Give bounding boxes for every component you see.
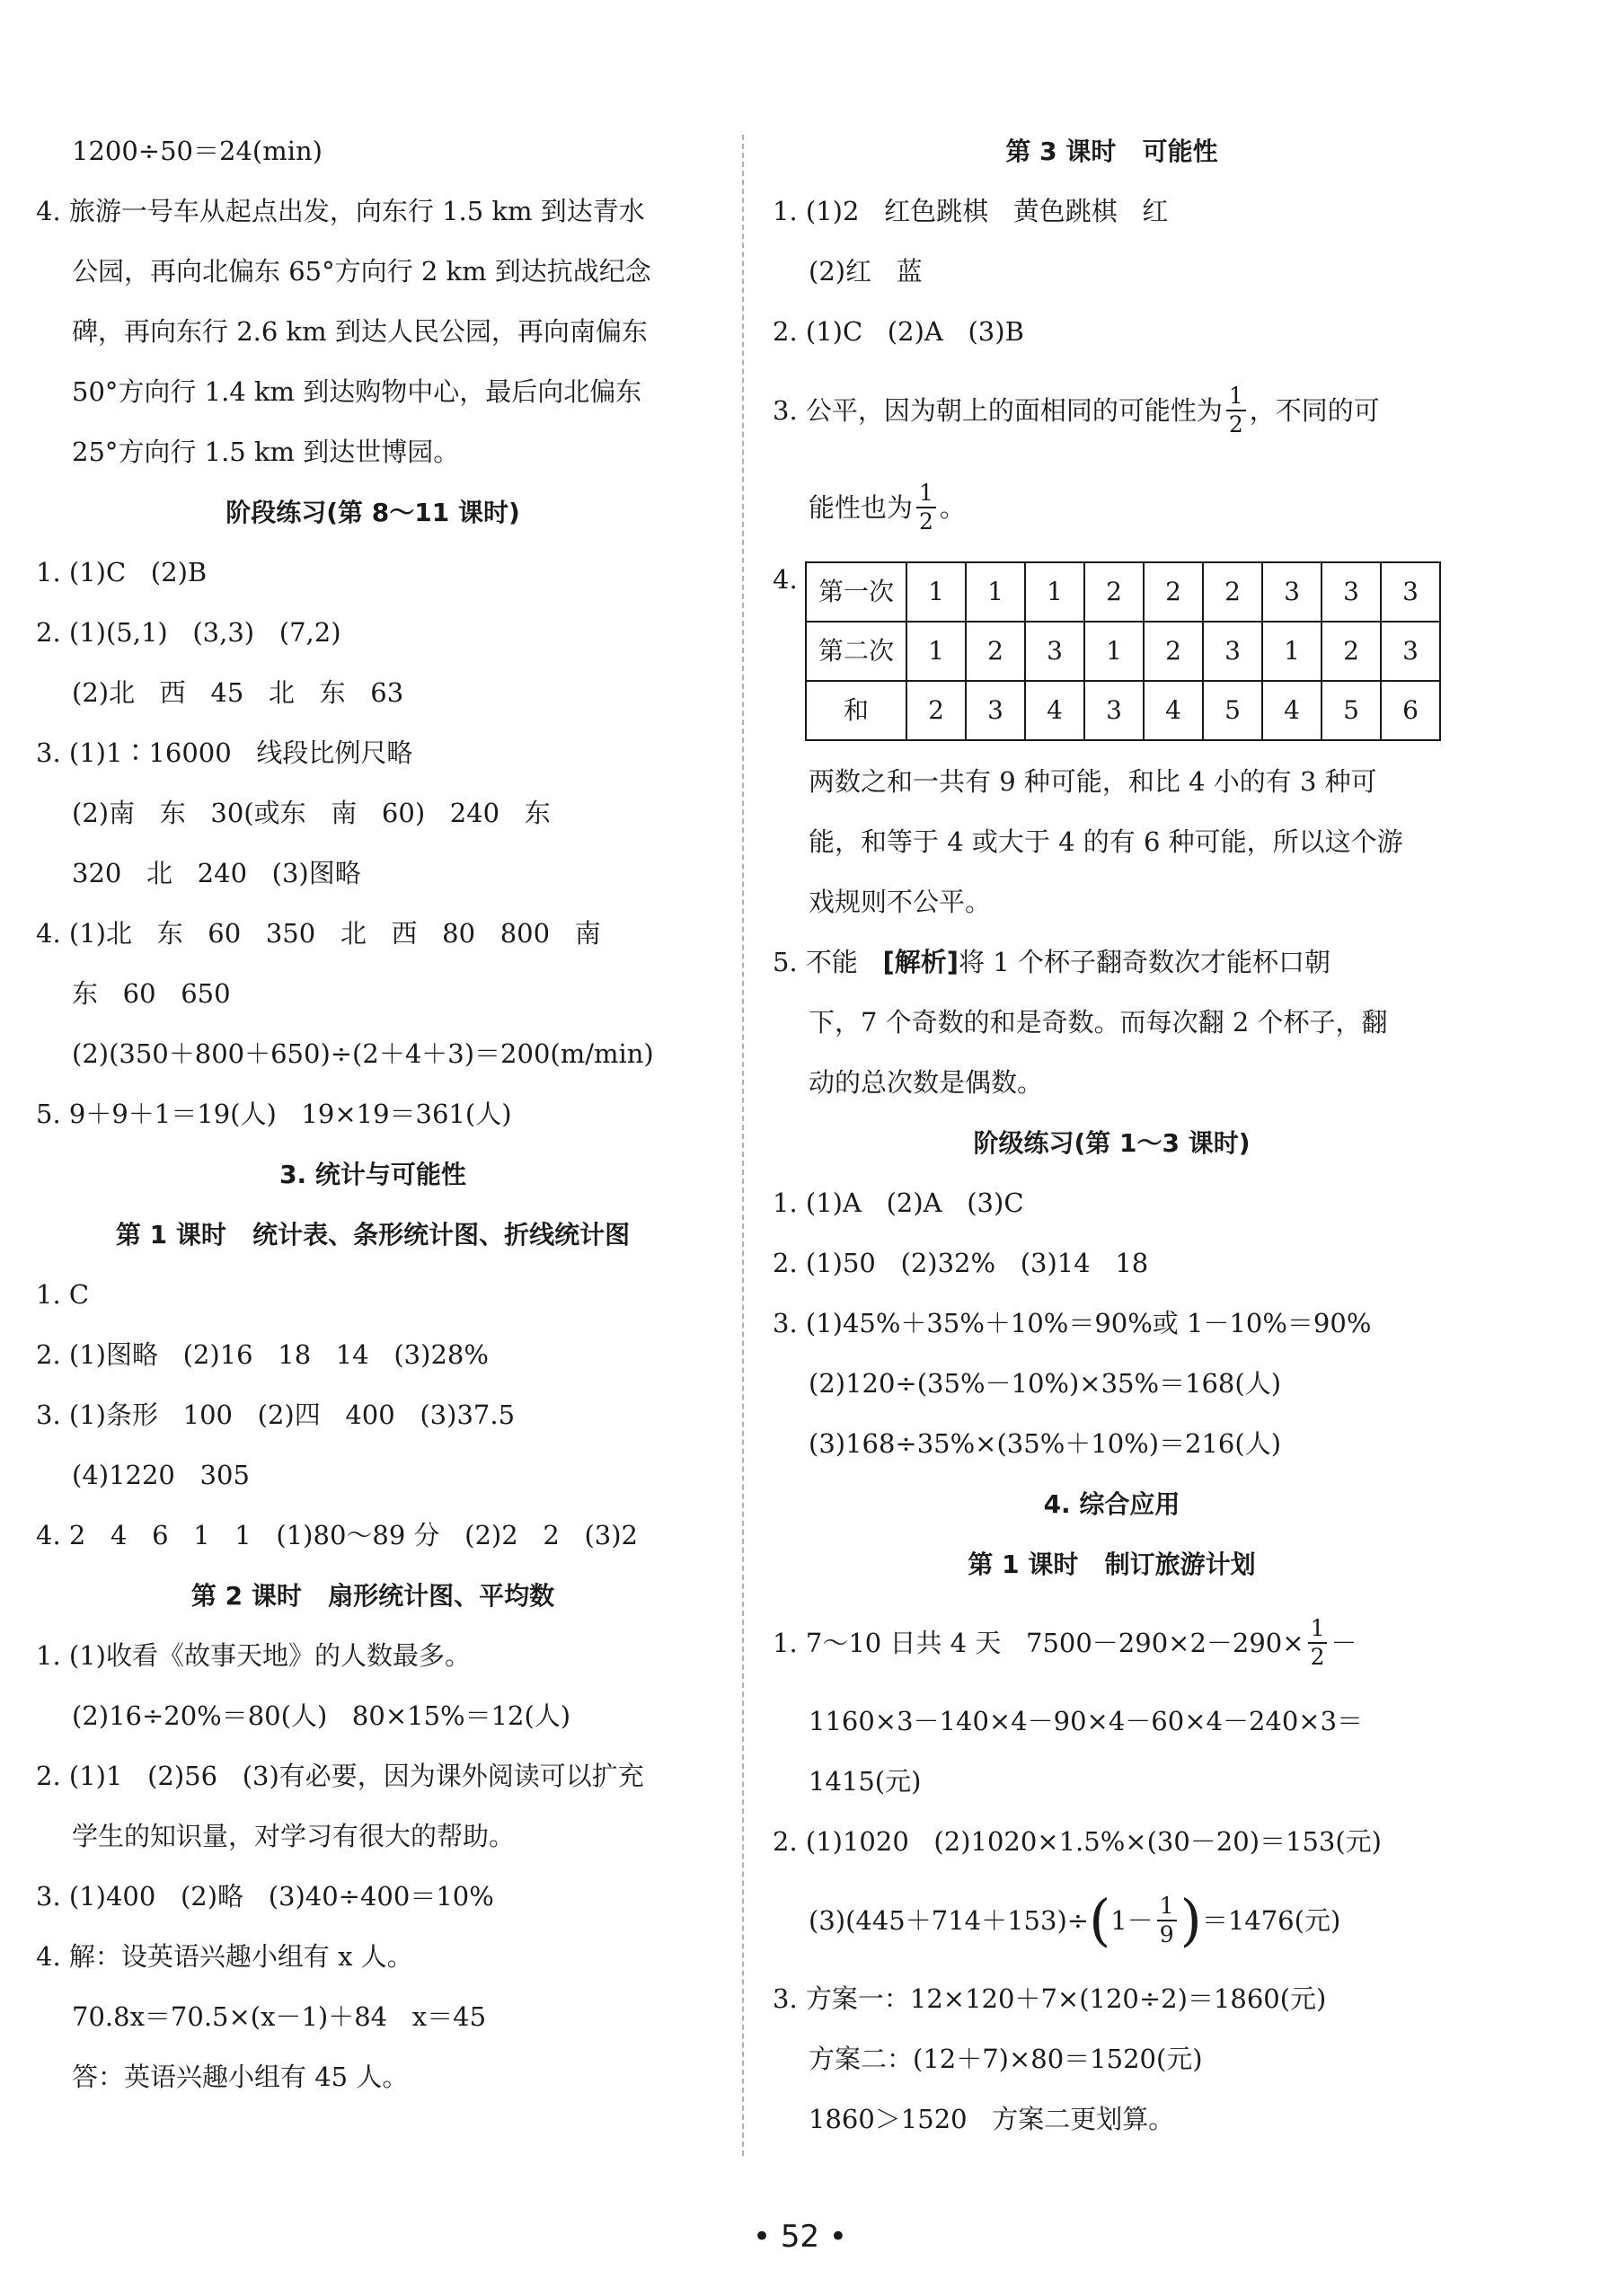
column-divider	[742, 135, 744, 2156]
right-column	[773, 121, 1451, 2150]
page-number: • 52 •	[753, 2219, 847, 2255]
answer-line: 320 北 240 (3)图略	[72, 858, 361, 888]
dice-sum-table-block	[773, 561, 1451, 752]
cell: 2	[966, 622, 1025, 681]
numerator: 1	[1308, 1615, 1328, 1644]
answer-line: 答：英语兴趣小组有 45 人。	[72, 2062, 409, 2092]
answer-line: 学生的知识量，对学习有很大的帮助。	[72, 1821, 516, 1851]
row-label: 第一次	[806, 562, 906, 622]
answer-line: 70.8x＝70.5×(x－1)＋84 x＝45	[72, 2001, 487, 2032]
answer-line: (2)120÷(35%－10%)×35%＝168(人)	[809, 1368, 1282, 1399]
text: 3. 公平，因为朝上的面相同的可能性为	[773, 394, 1223, 426]
answer-line: 3. (1)条形 100 (2)四 400 (3)37.5	[36, 1400, 516, 1430]
answer-line: 能，和等于 4 或大于 4 的有 6 种可能，所以这个游	[809, 826, 1403, 857]
answer-line: 戏规则不公平。	[809, 887, 992, 917]
answer-line: 下，7 个奇数的和是奇数。而每次翻 2 个杯子，翻	[809, 1007, 1388, 1038]
answer-line: 方案二：(12＋7)×80＝1520(元)	[809, 2044, 1203, 2074]
numerator: 1	[1157, 1893, 1177, 1921]
lesson-heading: 第 1 课时 统计表、条形统计图、折线统计图	[115, 1220, 631, 1250]
cell: 4	[1144, 681, 1203, 740]
answer-line: (2)16÷20%＝80(人) 80×15%＝12(人)	[72, 1700, 571, 1731]
answer-line: 5. 9＋9＋1＝19(人) 19×19＝361(人)	[36, 1099, 512, 1129]
cell: 3	[1025, 622, 1084, 681]
text: ，不同的可	[1249, 394, 1380, 426]
answer-line: 1. (1)C (2)B	[36, 557, 208, 587]
answer-line: 2. (1)C (2)A (3)B	[773, 316, 1024, 347]
answer-line: 3. (1)45%＋35%＋10%＝90%或 1－10%＝90%	[773, 1308, 1372, 1338]
sum-table	[805, 561, 1441, 741]
fraction-one-half	[916, 480, 936, 535]
cell: 3	[1084, 681, 1144, 740]
cell: 1	[966, 562, 1025, 622]
cell: 3	[1322, 562, 1381, 622]
table-row	[806, 681, 1440, 740]
answer-line: 4. 解：设英语兴趣小组有 x 人。	[36, 1941, 413, 1972]
table-row	[806, 562, 1440, 622]
answer-line: 1. (1)A (2)A (3)C	[773, 1188, 1024, 1218]
answer-line: 2. (1)50 (2)32% (3)14 18	[773, 1248, 1149, 1278]
lesson-heading: 第 2 课时 扇形统计图、平均数	[190, 1581, 555, 1611]
answer-line-fraction	[773, 459, 1451, 556]
answer-line: 1. (1)收看《故事天地》的人数最多。	[36, 1640, 471, 1671]
cell: 1	[906, 622, 966, 681]
cell: 2	[906, 681, 966, 740]
answer-line: 1160×3－140×4－90×4－60×4－240×3＝	[809, 1706, 1364, 1736]
cell: 3	[1262, 562, 1322, 622]
text: 能性也为	[809, 491, 914, 523]
answer-line: 1415(元)	[809, 1766, 922, 1797]
numerator: 1	[1226, 383, 1246, 411]
answer-line: 4. (1)北 东 60 350 北 西 80 800 南	[36, 918, 601, 949]
chapter-heading: 4. 综合应用	[1043, 1489, 1180, 1519]
answer-line: 东 60 650	[72, 978, 231, 1009]
answer-line: (2)(350＋800＋650)÷(2＋4＋3)＝200(m/min)	[72, 1038, 654, 1069]
answer-line: (2)南 东 30(或东 南 60) 240 东	[72, 798, 551, 828]
answer-line: 两数之和一共有 9 种可能，和比 4 小的有 3 种可	[809, 766, 1377, 797]
row-label: 和	[806, 681, 906, 740]
answer-line	[773, 932, 1451, 993]
text: 5. 不能	[773, 947, 883, 977]
answer-line: 2. (1)1020 (2)1020×1.5%×(30－20)＝153(元)	[773, 1826, 1382, 1857]
denominator: 2	[1310, 1644, 1325, 1670]
cell: 4	[1025, 681, 1084, 740]
answer-line: 25°方向行 1.5 km 到达世博园。	[72, 437, 460, 467]
cell: 3	[1381, 562, 1440, 622]
answer-line: 1200÷50＝24(min)	[72, 136, 323, 166]
answer-line: 4. 旅游一号车从起点出发，向东行 1.5 km 到达青水	[36, 196, 645, 226]
answer-line: 50°方向行 1.4 km 到达购物中心，最后向北偏东	[72, 376, 642, 407]
answer-line: 公园，再向北偏东 65°方向行 2 km 到达抗战纪念	[72, 256, 651, 287]
answer-line: (3)168÷35%×(35%＋10%)＝216(人)	[809, 1428, 1282, 1459]
text: (3)(445＋714＋153)÷	[809, 1904, 1090, 1936]
chapter-heading: 3. 统计与可能性	[279, 1160, 466, 1189]
cell: 2	[1144, 622, 1203, 681]
section-heading: 阶级练习(第 1～3 课时)	[973, 1128, 1251, 1158]
text: 将 1 个杯子翻奇数次才能杯口朝	[959, 947, 1330, 977]
denominator: 9	[1159, 1921, 1174, 1947]
text: 。	[939, 491, 966, 523]
row-label: 第二次	[806, 622, 906, 681]
text: ＝1476(元)	[1201, 1904, 1341, 1936]
answer-line: (4)1220 305	[72, 1460, 250, 1490]
answer-line: (2)红 蓝	[809, 256, 923, 287]
right-paren-icon: )	[1180, 1887, 1202, 1953]
answer-line: 3. (1)1∶16000 线段比例尺略	[36, 737, 413, 768]
lesson-heading: 第 1 课时 制订旅游计划	[968, 1550, 1256, 1579]
cell: 5	[1322, 681, 1381, 740]
answer-line: 4. 2 4 6 1 1 (1)80～89 分 (2)2 2 (3)2	[36, 1520, 638, 1550]
answer-line: 1. C	[36, 1279, 90, 1310]
text: 1－	[1110, 1904, 1154, 1936]
answer-line: 1860＞1520 方案二更划算。	[809, 2104, 1175, 2134]
numerator: 1	[916, 480, 936, 508]
section-heading: 阶段练习(第 8～11 课时)	[225, 498, 520, 527]
lesson-heading: 第 3 课时 可能性	[1005, 137, 1218, 166]
cell: 2	[1084, 562, 1144, 622]
answer-line-fraction	[773, 1872, 1451, 1969]
left-paren-icon: (	[1089, 1887, 1111, 1953]
cell: 3	[966, 681, 1025, 740]
answer-line: 1. (1)2 红色跳棋 黄色跳棋 红	[773, 196, 1169, 226]
cell: 1	[906, 562, 966, 622]
answer-line: 2. (1)图略 (2)16 18 14 (3)28%	[36, 1339, 489, 1370]
cell: 1	[1262, 622, 1322, 681]
answer-line-fraction	[773, 1594, 1451, 1691]
denominator: 2	[919, 508, 933, 534]
cell: 6	[1381, 681, 1440, 740]
answer-line: (2)北 西 45 北 东 63	[72, 677, 404, 708]
cell: 3	[1381, 622, 1440, 681]
cell: 3	[1203, 622, 1262, 681]
cell: 4	[1262, 681, 1322, 740]
fraction-one-half	[1226, 383, 1246, 438]
cell: 2	[1203, 562, 1262, 622]
answer-line: 2. (1)(5,1) (3,3) (7,2)	[36, 617, 341, 648]
text: －	[1330, 1627, 1357, 1658]
answer-line: 3. 方案一：12×120＋7×(120÷2)＝1860(元)	[773, 1983, 1327, 2014]
answer-line: 3. (1)400 (2)略 (3)40÷400＝10%	[36, 1881, 494, 1912]
answer-line: 动的总次数是偶数。	[809, 1067, 1044, 1098]
cell: 1	[1084, 622, 1144, 681]
denominator: 2	[1228, 411, 1243, 437]
table-row	[806, 622, 1440, 681]
cell: 2	[1144, 562, 1203, 622]
cell: 2	[1322, 622, 1381, 681]
question-number: 4.	[773, 564, 798, 595]
fraction-one-half	[1308, 1615, 1328, 1671]
cell: 1	[1025, 562, 1084, 622]
cell: 5	[1203, 681, 1262, 740]
text: 1. 7～10 日共 4 天 7500－290×2－290×	[773, 1627, 1304, 1658]
answer-line: 2. (1)1 (2)56 (3)有必要，因为课外阅读可以扩充	[36, 1761, 644, 1791]
analysis-label: [解析]	[882, 947, 959, 977]
answer-line-fraction	[773, 362, 1451, 459]
left-column	[36, 121, 710, 2107]
fraction-one-ninth	[1157, 1893, 1177, 1948]
answer-line: 碑，再向东行 2.6 km 到达人民公园，再向南偏东	[72, 316, 648, 347]
